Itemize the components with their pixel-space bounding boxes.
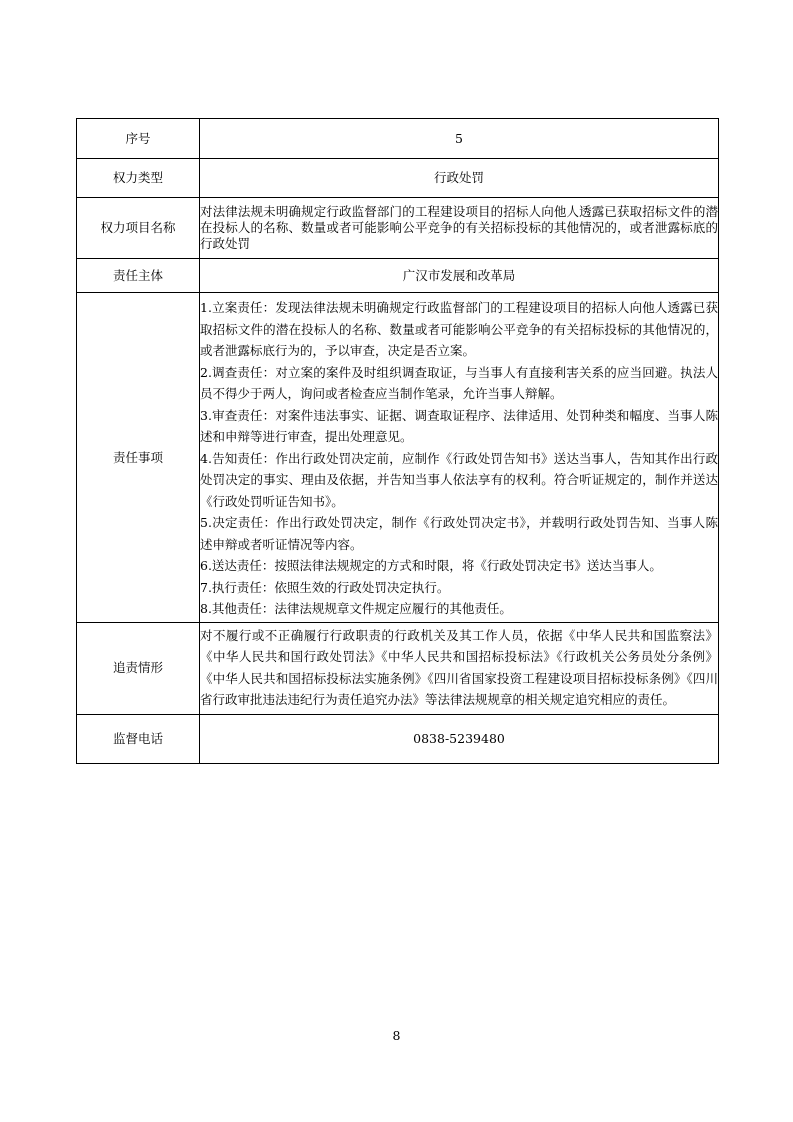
- seq-label: 序号: [77, 119, 200, 159]
- item-name-value: 对法律法规未明确规定行政监督部门的工程建设项目的招标人向他人透露已获取招标文件的潜在投标人的名称、数量或者可能影响公平竞争的有关招标投标的其他情况的，或者泄露标底的行政处罚: [200, 198, 719, 259]
- subject-label: 责任主体: [77, 259, 200, 293]
- duty-item: 7.执行责任：依照生效的行政处罚决定执行。: [200, 579, 450, 595]
- duties-label: 责任事项: [77, 293, 200, 623]
- duty-item: 4.告知责任：作出行政处罚决定前，应制作《行政处罚告知书》送达当事人，告知其作出行政处罚决定的事实、理由及依据，并告知当事人依法享有的权利。符合听证规定的，制作并送达《行政处罚听证告知书》。: [200, 450, 718, 509]
- power-type-label: 权力类型: [77, 159, 200, 198]
- subject-value: 广汉市发展和改革局: [200, 259, 719, 293]
- accountability-value: 对不履行或不正确履行行政职责的行政机关及其工作人员，依据《中华人民共和国监察法》《中华人民共和国行政处罚法》《中华人民共和国招标投标法》《行政机关公务员处分条例》《中华人民共和国招标投标法实施条例》《四川省国家投资工程建设项目招标投标条例》《四川省行政审批违法违纪行为责任追究办法》等法律法规规章的相关规定追究相应的责任。: [200, 622, 719, 714]
- phone-value: 0838-5239480: [200, 714, 719, 763]
- table-row-power-type: [77, 159, 719, 198]
- duties-value: [200, 293, 719, 623]
- power-type-value: 行政处罚: [200, 159, 719, 198]
- table-row-phone: [77, 714, 719, 763]
- table-row-seq: [77, 119, 719, 159]
- power-list-table: [76, 118, 719, 764]
- duty-item: 8.其他责任：法律法规规章文件规定应履行的其他责任。: [200, 601, 512, 616]
- table-row-duties: [77, 293, 719, 623]
- duty-item: 1.立案责任：发现法律法规未明确规定行政监督部门的工程建设项目的招标人向他人透露已获取招标文件的潜在投标人的名称、数量或者可能影响公平竞争的有关招标投标的其他情况的，或者泄露标底行为的，予以审查，决定是否立案。: [200, 300, 718, 358]
- accountability-label: 追责情形: [77, 622, 200, 714]
- table-row-subject: [77, 259, 719, 293]
- duty-item: 6.送达责任：按照法律法规规定的方式和时限，将《行政处罚决定书》送达当事人。: [200, 558, 662, 573]
- duty-item: 5.决定责任：作出行政处罚决定，制作《行政处罚决定书》，并载明行政处罚告知、当事人陈述申辩或者听证情况等内容。: [200, 515, 718, 552]
- page-number: 8: [392, 1028, 401, 1043]
- phone-label: 监督电话: [77, 714, 200, 763]
- item-name-label: 权力项目名称: [77, 198, 200, 259]
- table-row-item-name: [77, 198, 719, 259]
- duty-item: 2.调查责任：对立案的案件及时组织调查取证，与当事人有直接利害关系的应当回避。执法人员不得少于两人，询问或者检查应当制作笔录，允许当事人辩解。: [200, 364, 718, 401]
- seq-value: 5: [200, 119, 719, 159]
- duty-item: 3.审查责任：对案件违法事实、证据、调查取证程序、法律适用、处罚种类和幅度、当事人陈述和申辩等进行审查，提出处理意见。: [200, 407, 718, 444]
- table-row-accountability: [77, 622, 719, 714]
